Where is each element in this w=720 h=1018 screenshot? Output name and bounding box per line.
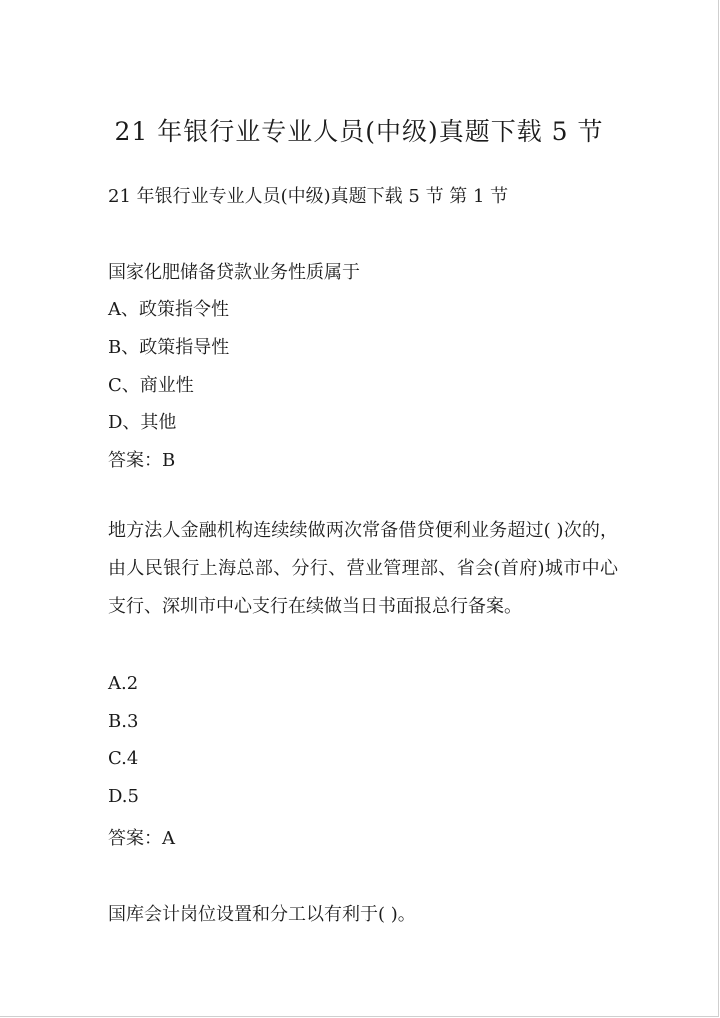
question-2-stem: 地方法人金融机构连续续做两次常备借贷便利业务超过( )次的，由人民银行上海总部、分行、营业管理部、省会(首府)城市中心支行、深圳市中心支行在续做当日书面报总行备案。 [108, 520, 618, 617]
document-title: 21 年银行业专业人员(中级)真题下载 5 节 [114, 117, 604, 146]
question-1-answer: 答案：B [108, 450, 176, 471]
question-1-option-a: A、政策指令性 [108, 299, 229, 320]
question-1-stem: 国家化肥储备贷款业务性质属于 [108, 262, 360, 283]
question-1-option-d: D、其他 [108, 412, 177, 433]
question-1-option-c: C、商业性 [108, 375, 194, 396]
question-2-answer: 答案：A [108, 828, 175, 849]
document-subtitle: 21 年银行业专业人员(中级)真题下载 5 节 第 1 节 [108, 186, 509, 207]
question-3-stem: 国库会计岗位设置和分工以有利于( )。 [108, 904, 416, 925]
question-1-option-b: B、政策指导性 [108, 337, 230, 358]
question-2-option-b: B.3 [108, 711, 139, 732]
question-2-option-d: D.5 [108, 786, 139, 807]
question-2-option-a: A.2 [108, 673, 139, 694]
question-2-option-c: C.4 [108, 748, 139, 769]
